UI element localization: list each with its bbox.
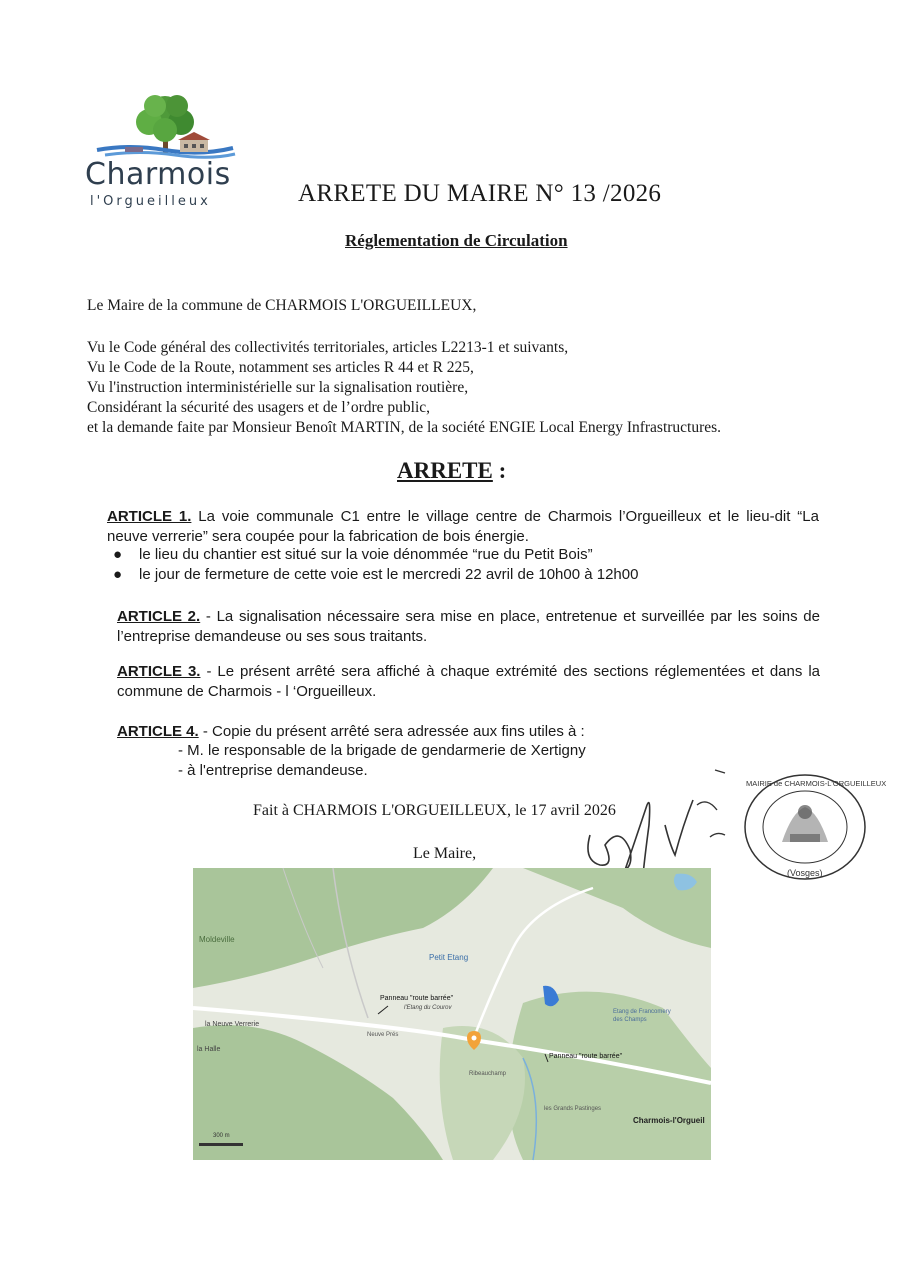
map-label: l'Etang du Courov <box>404 1005 452 1011</box>
map-label: Ribeauchamp <box>469 1071 507 1077</box>
recipient-line: - M. le responsable de la brigade de gendarmerie de Xertigny <box>178 742 586 759</box>
list-item <box>113 545 638 565</box>
considerations <box>87 338 721 438</box>
consideration-line: Vu l'instruction interministérielle sur la signalisation routière, <box>87 379 469 396</box>
signatory-label: Le Maire, <box>413 845 477 862</box>
place-date-line: Fait à CHARMOIS L'ORGUEILLEUX, le 17 avril 2026 <box>253 802 616 819</box>
article-4-recipients <box>178 741 586 781</box>
mairie-seal <box>742 772 887 882</box>
arrete-heading-word: ARRETE <box>397 458 493 483</box>
seal-region: (Vosges) <box>787 868 823 878</box>
article-1 <box>107 507 819 547</box>
arrete-heading-colon: : <box>492 458 507 483</box>
article-1-label: ARTICLE 1. <box>107 508 192 525</box>
consideration-line: Vu le Code de la Route, notamment ses articles R 44 et R 225, <box>87 359 474 376</box>
map-label: les Grands Pastinges <box>544 1106 602 1112</box>
logo-name: Charmois <box>85 157 231 192</box>
map-label: Moldeville <box>199 935 235 944</box>
article-4-text: - Copie du présent arrêté sera adressée aux fins utiles à : <box>198 723 585 740</box>
decree-title: ARRETE DU MAIRE N° 13 /2026 <box>298 180 662 207</box>
article-4 <box>117 722 820 742</box>
map-label: Neuve Prés <box>367 1032 399 1038</box>
commune-logo <box>85 92 235 212</box>
arrete-heading <box>397 458 506 484</box>
logo-subtitle: l'Orgueilleux <box>90 194 211 209</box>
consideration-line: Considérant la sécurité des usagers et de l’ordre public, <box>87 399 431 416</box>
consideration-line: Vu le Code général des collectivités territoriales, articles L2213-1 et suivants, <box>87 339 569 356</box>
map-label: la Neuve Verrerie <box>205 1021 260 1028</box>
tree-logo-icon <box>85 92 235 162</box>
intro-line: Le Maire de la commune de CHARMOIS L'ORGUEILLEUX, <box>87 297 477 314</box>
seal-text: MAIRIE de CHARMOIS-L'ORGUEILLEUX <box>746 779 887 788</box>
location-map <box>193 868 711 1160</box>
list-item <box>113 565 638 585</box>
map-scale-label: 300 m <box>213 1133 230 1139</box>
article-1-text: La voie communale C1 entre le village centre de Charmois l’Orgueilleux et le lieu-dit “La neuve verrerie” sera coupée pour la fabrication de bois énergie. <box>107 508 819 545</box>
map-label: Charmois-l'Orgueil <box>633 1116 705 1125</box>
map-label: Petit Etang <box>429 953 469 962</box>
article-3-label: ARTICLE 3. <box>117 663 201 680</box>
decree-subtitle: Réglementation de Circulation <box>345 231 568 250</box>
article-4-label: ARTICLE 4. <box>117 723 199 740</box>
article-3 <box>117 662 820 702</box>
article-2 <box>117 607 820 647</box>
article-2-label: ARTICLE 2. <box>117 608 201 625</box>
bullet-text: le lieu du chantier est situé sur la voie dénommée “rue du Petit Bois” <box>139 546 593 563</box>
article-2-text: - La signalisation nécessaire sera mise en place, entretenue et surveillée par les soins de l’entreprise demandeuse ou ses sous traitants. <box>117 608 820 645</box>
bullet-icon: ● <box>113 546 123 563</box>
map-label: Etang de Francomery des Champs <box>613 1009 671 1023</box>
handwritten-signature <box>575 765 735 885</box>
map-label: Panneau "route barrée" <box>380 995 454 1002</box>
bullet-icon: ● <box>113 566 123 583</box>
article-3-text: - Le présent arrêté sera affiché à chaque extrémité des sections réglementées et dans la commune de Charmois - l ‘Orgueilleux. <box>117 663 820 700</box>
article-1-bullets <box>113 545 638 585</box>
map-label: Panneau "route barrée" <box>549 1053 623 1060</box>
map-label: la Halle <box>197 1046 221 1053</box>
bullet-text: le jour de fermeture de cette voie est le mercredi 22 avril de 10h00 à 12h00 <box>139 566 639 583</box>
recipient-line: - à l'entreprise demandeuse. <box>178 762 368 779</box>
consideration-line: et la demande faite par Monsieur Benoît MARTIN, de la société ENGIE Local Energy Infrastructures. <box>87 419 722 436</box>
